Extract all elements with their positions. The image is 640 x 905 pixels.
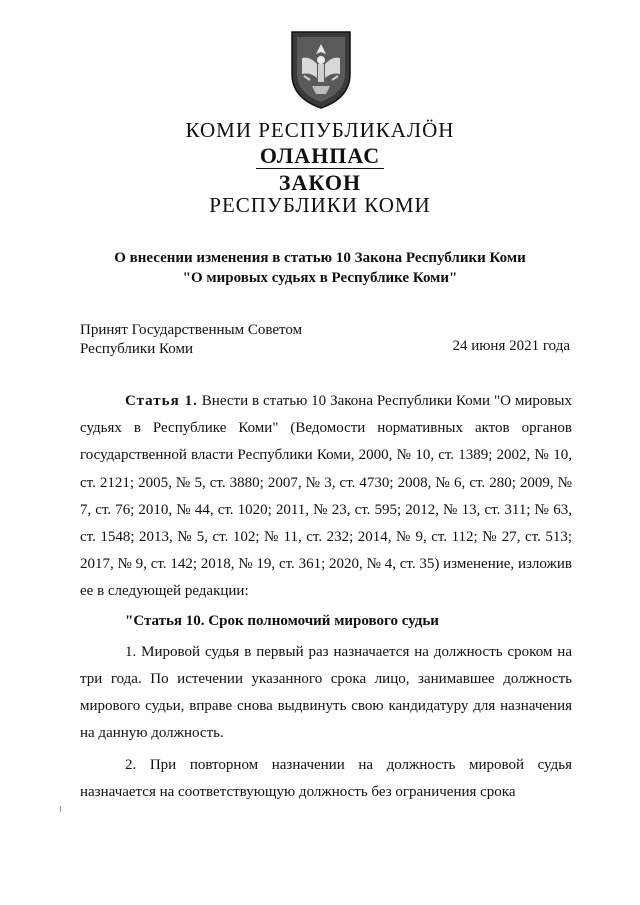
adoption-body: [80, 321, 302, 359]
article1-paragraph: [80, 388, 572, 606]
scan-mark: [60, 806, 61, 812]
header-law-title: ЗАКОН: [278, 170, 362, 195]
law-subject-line2: "О мировых судьях в Республике Коми": [182, 270, 458, 286]
komi-coat-of-arms-icon: [288, 28, 354, 110]
header-olanpas: [0, 143, 640, 169]
article10-paragraph1: 1. Мировой судья в первый раз назначается на должность сроком на три года. По истечении указанного срока лицо, занимавшее должность мирового судьи, вправе снова выдвинуть свою кандидатуру для назначения на данную должность.: [80, 643, 572, 742]
article1-text: Внести в статью 10 Закона Республики Коми "О мировых судьях в Республике Коми" (Ведомости нормативных актов органов государственной власти Республики Коми, 2000, № 10, ст. 1389; 2002, № 10, ст. 2121; 2005, № 5, ст. 3880; 2007, № 3, ст. 4730; 2008, № 6, ст. 280; 2009, № 7, ст. 76; 2010, № 44, ст. 1020; 2011, № 23, ст. 595; 2012, № 13, ст. 311; № 63, ст. 1548; 2013, № 5, ст. 102; № 11, ст. 232; 2014, № 9, ст. 112; № 27, ст. 513; 2017, № 9, ст. 142; 2018, № 19, ст. 361; 2020, № 4, ст. 35) изменение, изложив ее в следующей редакции:: [80, 393, 572, 600]
law-subject: [0, 248, 640, 288]
adoption-date: 24 июня 2021 года: [452, 338, 570, 354]
header-olanpas-text: ОЛАНПАС: [256, 144, 384, 169]
adoption-body-line1: Принят Государственным Советом: [80, 322, 303, 338]
adoption-body-line2: Республики Коми: [80, 341, 193, 357]
header-republic-komi: РЕСПУБЛИКИ КОМИ: [209, 193, 431, 217]
law-subject-line1: О внесении изменения в статью 10 Закона Республики Коми: [114, 250, 526, 266]
article10-paragraph2: 2. При повторном назначении на должность мировой судья назначается на соответствующую должность без ограничения срока: [80, 756, 572, 800]
article10-title: "Статья 10. Срок полномочий мирового судьи: [125, 612, 439, 629]
header-komi-republic: КОМИ РЕСПУБЛИКАЛӦН: [185, 118, 455, 142]
law-body: [80, 388, 572, 806]
article1-label: Статья 1.: [125, 393, 198, 409]
